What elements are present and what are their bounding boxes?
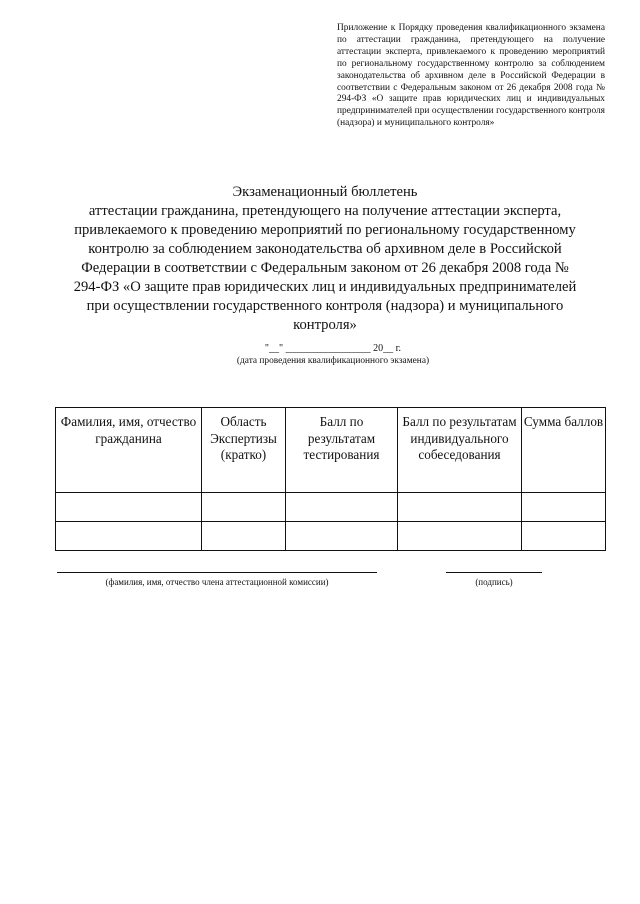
table-row	[56, 522, 606, 551]
title-heading: Экзаменационный бюллетень	[232, 184, 418, 200]
table-header-row	[56, 408, 606, 493]
title-body: аттестации гражданина, претендующего на получение аттестации эксперта, привлекаемого к проведению мероприятий по региональному государственному контролю за соблюдением законодательства об архивном деле в Российской Федерации в соответствии с Федеральным законом от 26 декабря 2008 года № 294-ФЗ «О защите прав юридических лиц и индивидуальных предпринимателей при осуществлении государственного контроля (надзора) и муниципального контроля»	[73, 203, 577, 333]
exam-results-table	[55, 407, 606, 551]
table-cell	[56, 522, 202, 551]
header-full-name: Фамилия, имя, отчество гражданина	[56, 408, 202, 493]
exam-date	[218, 343, 448, 367]
commission-member-signature	[57, 572, 377, 588]
header-expertise-area: Область Экспертизы (кратко)	[202, 408, 286, 493]
table-row	[56, 493, 606, 522]
table-cell	[286, 522, 398, 551]
table-cell	[202, 493, 286, 522]
table-cell	[522, 493, 606, 522]
table-cell	[286, 493, 398, 522]
header-interview-score: Балл по результатам индивидуального собеседования	[398, 408, 522, 493]
signature-caption: (подпись)	[475, 577, 513, 587]
table-cell	[56, 493, 202, 522]
document-title	[70, 183, 580, 335]
exam-date-value: "__" _________________ 20__ г.	[264, 343, 402, 354]
appendix-note: Приложение к Порядку проведения квалификационного экзамена по аттестации гражданина, претендующего на получение аттестации эксперта, привлекаемого к проведению мероприятий по региональному государственному контролю за соблюдением законодательства об архивном деле в Российской Федерации в соответствии с Федеральным законом от 26 декабря 2008 года № 294-ФЗ «О защите прав юридических лиц и индивидуальных предпринимателей при осуществлении государственного контроля (надзора) и муниципального контроля»	[337, 23, 605, 129]
signature-line	[57, 572, 377, 574]
header-test-score: Балл по результатам тестирования	[286, 408, 398, 493]
table-cell	[202, 522, 286, 551]
header-total-score: Сумма баллов	[522, 408, 606, 493]
exam-date-caption: (дата проведения квалификационного экзамена)	[236, 356, 430, 366]
signature-field	[446, 572, 542, 588]
table-cell	[522, 522, 606, 551]
signature-line	[446, 572, 542, 574]
table-cell	[398, 522, 522, 551]
table-cell	[398, 493, 522, 522]
commission-member-caption: (фамилия, имя, отчество члена аттестационной комиссии)	[105, 577, 329, 587]
